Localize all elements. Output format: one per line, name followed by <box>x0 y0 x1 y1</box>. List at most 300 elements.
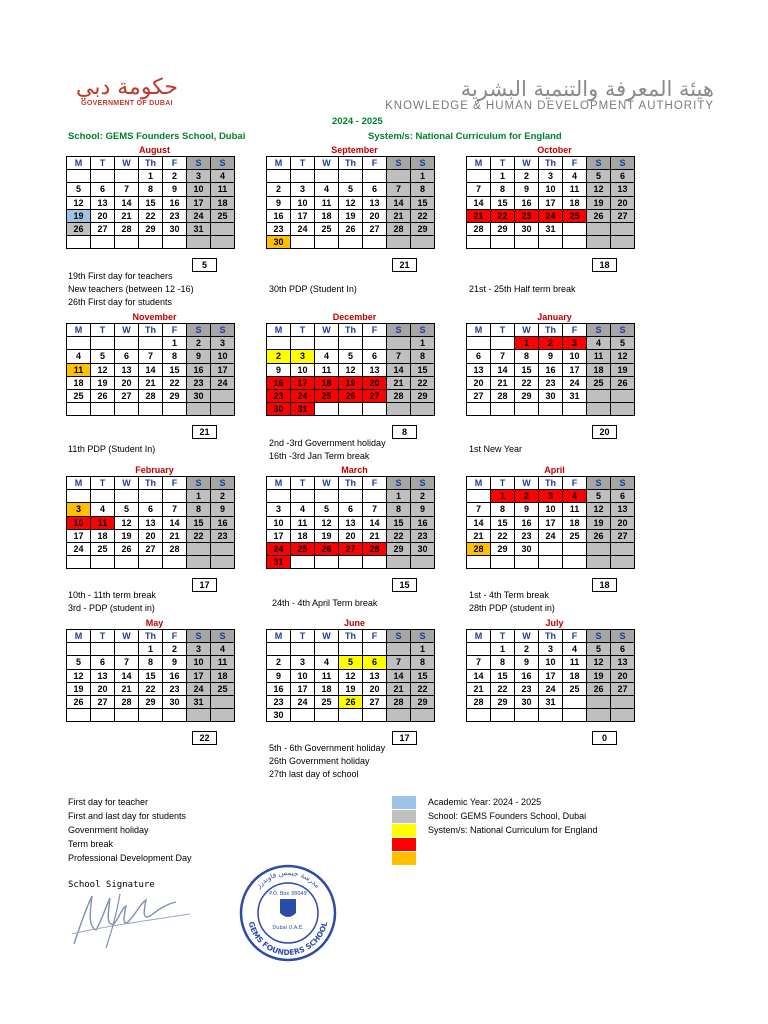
day-cell: 13 <box>339 516 363 529</box>
notes-february <box>68 589 156 615</box>
day-cell: 28 <box>115 695 139 708</box>
legend-term-break: Term break <box>68 839 114 849</box>
day-cell: 11 <box>67 363 91 376</box>
empty-day-cell <box>115 403 139 416</box>
day-cell: 1 <box>139 643 163 656</box>
day-cell: 31 <box>187 222 211 235</box>
day-cell: 25 <box>315 695 339 708</box>
empty-day-cell <box>187 236 211 249</box>
school-days-count: 0 <box>592 731 617 745</box>
day-cell: 16 <box>163 669 187 682</box>
empty-day-cell <box>211 222 235 235</box>
day-cell: 3 <box>267 503 291 516</box>
day-cell: 27 <box>91 695 115 708</box>
day-cell: 14 <box>387 196 411 209</box>
empty-day-cell <box>587 222 611 235</box>
day-cell: 30 <box>515 542 539 555</box>
weekday-header: T <box>291 324 315 337</box>
swatch-gov-holiday <box>392 824 416 837</box>
weekday-header: Th <box>139 630 163 643</box>
empty-day-cell <box>67 709 91 722</box>
day-cell: 25 <box>563 682 587 695</box>
day-cell: 15 <box>139 196 163 209</box>
day-cell: 2 <box>539 337 563 350</box>
day-cell: 28 <box>115 222 139 235</box>
note-line: 1st New Year <box>469 444 523 454</box>
weekday-header: T <box>91 157 115 170</box>
empty-day-cell <box>491 403 515 416</box>
day-cell: 24 <box>267 542 291 555</box>
day-cell: 12 <box>587 656 611 669</box>
day-cell: 26 <box>611 376 635 389</box>
notes-march <box>272 597 377 610</box>
day-cell: 3 <box>291 350 315 363</box>
empty-day-cell <box>363 403 387 416</box>
day-cell: 18 <box>91 529 115 542</box>
month-september <box>266 144 443 271</box>
note-line: 26th First day for students <box>68 297 173 307</box>
day-cell: 22 <box>491 682 515 695</box>
day-cell: 16 <box>515 516 539 529</box>
government-of-dubai-logo <box>72 76 182 112</box>
day-cell: 3 <box>539 170 563 183</box>
day-cell: 6 <box>611 643 635 656</box>
weekday-header: Th <box>539 157 563 170</box>
day-cell: 29 <box>387 542 411 555</box>
weekday-header: M <box>467 324 491 337</box>
empty-day-cell <box>291 236 315 249</box>
day-cell: 19 <box>115 529 139 542</box>
day-cell: 20 <box>91 682 115 695</box>
day-cell: 11 <box>91 516 115 529</box>
day-cell: 4 <box>563 490 587 503</box>
day-cell: 5 <box>91 350 115 363</box>
day-cell: 13 <box>91 196 115 209</box>
day-cell: 10 <box>67 516 91 529</box>
weekday-header: Th <box>539 630 563 643</box>
day-cell: 18 <box>563 196 587 209</box>
legend-labels <box>68 795 192 865</box>
weekday-header: F <box>163 157 187 170</box>
day-cell: 15 <box>163 363 187 376</box>
day-cell: 31 <box>563 389 587 402</box>
day-cell: 5 <box>339 183 363 196</box>
day-cell: 8 <box>515 350 539 363</box>
day-cell: 19 <box>339 376 363 389</box>
empty-day-cell <box>611 709 635 722</box>
day-cell: 29 <box>163 389 187 402</box>
day-cell: 13 <box>363 669 387 682</box>
notes-october <box>469 283 576 296</box>
note-line: 10th - 11th term break <box>68 590 156 600</box>
day-cell: 8 <box>387 503 411 516</box>
weekday-header: M <box>67 157 91 170</box>
day-cell: 24 <box>291 695 315 708</box>
empty-day-cell <box>139 403 163 416</box>
day-cell: 8 <box>491 503 515 516</box>
day-cell: 22 <box>515 376 539 389</box>
day-cell: 9 <box>163 656 187 669</box>
empty-day-cell <box>587 542 611 555</box>
day-cell: 12 <box>67 669 91 682</box>
school-days-count: 20 <box>592 425 617 439</box>
empty-day-cell <box>387 709 411 722</box>
day-cell: 1 <box>411 643 435 656</box>
day-cell: 27 <box>363 695 387 708</box>
day-cell: 11 <box>211 656 235 669</box>
swatch-pdp <box>392 852 416 865</box>
weekday-header: S <box>611 324 635 337</box>
empty-day-cell <box>411 709 435 722</box>
month-april <box>466 464 643 591</box>
day-cell: 1 <box>163 337 187 350</box>
day-cell: 17 <box>539 669 563 682</box>
empty-day-cell <box>363 236 387 249</box>
weekday-header: T <box>291 477 315 490</box>
day-cell: 14 <box>491 363 515 376</box>
month-title: September <box>331 145 378 155</box>
empty-day-cell <box>139 556 163 569</box>
day-cell: 10 <box>539 503 563 516</box>
day-cell: 30 <box>267 236 291 249</box>
day-cell: 17 <box>187 196 211 209</box>
empty-day-cell <box>315 643 339 656</box>
day-cell: 7 <box>467 656 491 669</box>
note-line: 28th PDP (student in) <box>469 603 555 613</box>
day-cell: 16 <box>515 669 539 682</box>
day-cell: 16 <box>187 363 211 376</box>
day-cell: 30 <box>515 695 539 708</box>
month-calendar-grid <box>466 156 635 249</box>
day-cell: 14 <box>467 196 491 209</box>
empty-day-cell <box>211 556 235 569</box>
empty-day-cell <box>291 170 315 183</box>
day-cell: 24 <box>539 209 563 222</box>
day-cell: 20 <box>363 376 387 389</box>
day-cell: 1 <box>387 490 411 503</box>
empty-day-cell <box>211 389 235 402</box>
day-cell: 13 <box>139 516 163 529</box>
day-cell: 8 <box>139 656 163 669</box>
legend-first-last-students: First and last day for students <box>68 811 187 821</box>
day-cell: 9 <box>411 503 435 516</box>
day-cell: 15 <box>491 669 515 682</box>
month-calendar-grid <box>466 476 635 569</box>
school-name: School: GEMS Founders School, Dubai <box>68 131 246 142</box>
empty-day-cell <box>91 643 115 656</box>
day-cell: 29 <box>139 222 163 235</box>
day-cell: 18 <box>315 682 339 695</box>
day-cell: 26 <box>339 222 363 235</box>
day-cell: 21 <box>387 376 411 389</box>
legend-first-day-teacher: First day for teacher <box>68 797 149 807</box>
empty-day-cell <box>67 556 91 569</box>
day-cell: 21 <box>115 682 139 695</box>
day-cell: 15 <box>491 196 515 209</box>
weekday-header: S <box>587 157 611 170</box>
weekday-header: W <box>115 324 139 337</box>
day-cell: 20 <box>611 669 635 682</box>
day-cell: 21 <box>387 682 411 695</box>
day-cell: 25 <box>315 389 339 402</box>
day-cell: 26 <box>587 682 611 695</box>
day-cell: 17 <box>563 363 587 376</box>
day-cell: 24 <box>539 682 563 695</box>
day-cell: 19 <box>611 363 635 376</box>
note-line: New teachers (between 12 -16) <box>68 284 194 294</box>
day-cell: 19 <box>587 196 611 209</box>
day-cell: 19 <box>67 682 91 695</box>
day-cell: 2 <box>411 490 435 503</box>
month-title: November <box>132 312 177 322</box>
month-title: January <box>537 312 572 322</box>
day-cell: 13 <box>611 183 635 196</box>
day-cell: 22 <box>139 682 163 695</box>
day-cell: 16 <box>267 209 291 222</box>
school-days-count: 17 <box>392 731 417 745</box>
month-calendar-grid <box>66 629 235 722</box>
weekday-header: F <box>563 324 587 337</box>
weekday-header: M <box>467 157 491 170</box>
legend-academic-year: Academic Year: 2024 - 2025 <box>428 797 542 807</box>
month-october <box>466 144 643 271</box>
month-january <box>466 311 643 438</box>
day-cell: 2 <box>267 350 291 363</box>
day-cell: 10 <box>211 350 235 363</box>
day-cell: 5 <box>339 656 363 669</box>
weekday-header: S <box>411 477 435 490</box>
swatch-first-last-students <box>392 810 416 823</box>
weekday-header: T <box>491 630 515 643</box>
day-cell: 15 <box>411 363 435 376</box>
empty-day-cell <box>67 170 91 183</box>
empty-day-cell <box>539 709 563 722</box>
empty-day-cell <box>339 337 363 350</box>
day-cell: 3 <box>187 643 211 656</box>
day-cell: 27 <box>611 529 635 542</box>
day-cell: 29 <box>491 222 515 235</box>
month-november <box>66 311 243 438</box>
day-cell: 8 <box>411 656 435 669</box>
day-cell: 31 <box>187 695 211 708</box>
empty-day-cell <box>267 337 291 350</box>
notes-december <box>269 437 386 463</box>
weekday-header: M <box>67 324 91 337</box>
empty-day-cell <box>563 556 587 569</box>
day-cell: 4 <box>315 183 339 196</box>
day-cell: 4 <box>315 656 339 669</box>
month-calendar-grid <box>66 156 235 249</box>
day-cell: 27 <box>363 389 387 402</box>
weekday-header: W <box>115 157 139 170</box>
day-cell: 5 <box>611 337 635 350</box>
day-cell: 24 <box>211 376 235 389</box>
day-cell: 11 <box>315 669 339 682</box>
day-cell: 29 <box>411 695 435 708</box>
day-cell: 22 <box>411 682 435 695</box>
khda-logo-arabic: هيئة المعرفة والتنمية البشرية <box>460 77 714 101</box>
empty-day-cell <box>611 556 635 569</box>
empty-day-cell <box>339 170 363 183</box>
legend-pdp: Professional Development Day <box>68 853 192 863</box>
note-line: 3rd - PDP (student in) <box>68 603 155 613</box>
day-cell: 24 <box>187 209 211 222</box>
day-cell: 10 <box>563 350 587 363</box>
empty-day-cell <box>411 236 435 249</box>
weekday-header: W <box>515 324 539 337</box>
weekday-header: F <box>563 477 587 490</box>
day-cell: 10 <box>187 183 211 196</box>
empty-day-cell <box>315 337 339 350</box>
empty-day-cell <box>67 643 91 656</box>
empty-day-cell <box>315 236 339 249</box>
empty-day-cell <box>491 337 515 350</box>
empty-day-cell <box>139 236 163 249</box>
weekday-header: F <box>563 157 587 170</box>
note-line: 1st - 4th Term break <box>469 590 549 600</box>
school-days-count: 8 <box>392 425 417 439</box>
empty-day-cell <box>339 556 363 569</box>
day-cell: 27 <box>611 682 635 695</box>
day-cell: 16 <box>411 516 435 529</box>
day-cell: 6 <box>467 350 491 363</box>
empty-day-cell <box>467 490 491 503</box>
school-days-count: 18 <box>592 578 617 592</box>
weekday-header: F <box>363 477 387 490</box>
empty-day-cell <box>315 556 339 569</box>
day-cell: 4 <box>563 170 587 183</box>
empty-day-cell <box>339 236 363 249</box>
weekday-header: S <box>211 157 235 170</box>
day-cell: 22 <box>411 376 435 389</box>
day-cell: 18 <box>291 529 315 542</box>
day-cell: 1 <box>411 337 435 350</box>
day-cell: 14 <box>387 669 411 682</box>
empty-day-cell <box>539 542 563 555</box>
school-days-count: 18 <box>592 258 617 272</box>
day-cell: 12 <box>611 350 635 363</box>
day-cell: 12 <box>67 196 91 209</box>
day-cell: 18 <box>67 376 91 389</box>
weekday-header: W <box>115 477 139 490</box>
empty-day-cell <box>211 236 235 249</box>
weekday-header: W <box>315 630 339 643</box>
day-cell: 22 <box>139 209 163 222</box>
stamp-pobox: P.O. Box 38049 <box>269 891 307 897</box>
empty-day-cell <box>515 403 539 416</box>
empty-day-cell <box>611 403 635 416</box>
empty-day-cell <box>363 709 387 722</box>
day-cell: 12 <box>115 516 139 529</box>
day-cell: 21 <box>467 682 491 695</box>
empty-day-cell <box>139 709 163 722</box>
day-cell: 21 <box>163 529 187 542</box>
day-cell: 17 <box>539 196 563 209</box>
month-title: April <box>544 465 565 475</box>
weekday-header: Th <box>339 630 363 643</box>
day-cell: 30 <box>187 389 211 402</box>
school-days-count: 15 <box>392 578 417 592</box>
day-cell: 28 <box>363 542 387 555</box>
day-cell: 14 <box>139 363 163 376</box>
month-title: March <box>341 465 368 475</box>
empty-day-cell <box>515 236 539 249</box>
weekday-header: M <box>267 157 291 170</box>
day-cell: 23 <box>411 529 435 542</box>
empty-day-cell <box>411 403 435 416</box>
weekday-header: S <box>387 477 411 490</box>
day-cell: 3 <box>539 643 563 656</box>
day-cell: 7 <box>467 503 491 516</box>
day-cell: 9 <box>515 656 539 669</box>
school-days-count: 21 <box>392 258 417 272</box>
empty-day-cell <box>563 709 587 722</box>
day-cell: 19 <box>587 516 611 529</box>
notes-january <box>469 443 522 456</box>
weekday-header: M <box>267 477 291 490</box>
month-calendar-grid <box>266 476 435 569</box>
weekday-header: S <box>611 477 635 490</box>
day-cell: 22 <box>387 529 411 542</box>
empty-day-cell <box>291 337 315 350</box>
empty-day-cell <box>491 556 515 569</box>
day-cell: 27 <box>611 209 635 222</box>
gov-logo-arabic: حكومة دبي <box>76 75 178 100</box>
empty-day-cell <box>91 709 115 722</box>
day-cell: 11 <box>563 503 587 516</box>
day-cell: 1 <box>411 170 435 183</box>
notes-september <box>269 283 357 296</box>
day-cell: 15 <box>187 516 211 529</box>
empty-day-cell <box>467 170 491 183</box>
empty-day-cell <box>91 490 115 503</box>
weekday-header: S <box>211 477 235 490</box>
day-cell: 11 <box>587 350 611 363</box>
day-cell: 7 <box>467 183 491 196</box>
empty-day-cell <box>163 709 187 722</box>
day-cell: 24 <box>67 542 91 555</box>
day-cell: 5 <box>587 490 611 503</box>
month-february <box>66 464 243 591</box>
weekday-header: S <box>387 157 411 170</box>
weekday-header: W <box>315 324 339 337</box>
school-days-count: 5 <box>192 258 217 272</box>
day-cell: 19 <box>339 682 363 695</box>
day-cell: 30 <box>267 403 291 416</box>
empty-day-cell <box>139 490 163 503</box>
day-cell: 10 <box>291 363 315 376</box>
day-cell: 28 <box>387 695 411 708</box>
day-cell: 19 <box>315 529 339 542</box>
day-cell: 23 <box>515 682 539 695</box>
day-cell: 26 <box>67 695 91 708</box>
day-cell: 17 <box>291 209 315 222</box>
day-cell: 13 <box>467 363 491 376</box>
day-cell: 1 <box>491 490 515 503</box>
day-cell: 2 <box>515 170 539 183</box>
day-cell: 3 <box>187 170 211 183</box>
day-cell: 21 <box>363 529 387 542</box>
weekday-header: W <box>315 477 339 490</box>
day-cell: 23 <box>267 222 291 235</box>
day-cell: 21 <box>387 209 411 222</box>
note-line: 2nd -3rd Government holiday <box>269 438 386 448</box>
notes-june <box>269 742 385 781</box>
day-cell: 6 <box>91 656 115 669</box>
weekday-header: T <box>91 477 115 490</box>
empty-day-cell <box>363 490 387 503</box>
empty-day-cell <box>611 542 635 555</box>
